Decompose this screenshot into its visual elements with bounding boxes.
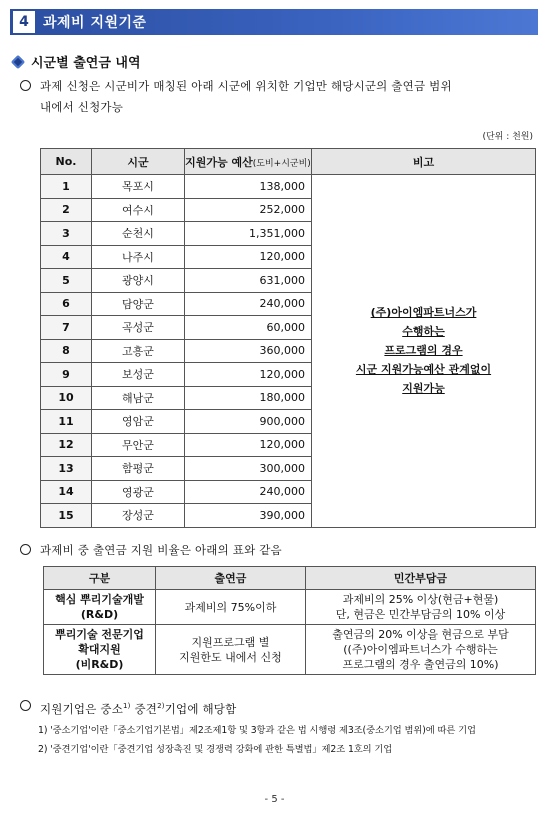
note-line: 시군 지원가능예산 관계없이: [355, 363, 492, 377]
cell-budget: 60,000: [185, 316, 312, 340]
note-line: 수행하는: [402, 325, 445, 339]
ratio-intro-text: 과제비 중 출연금 지원 비율은 아래의 표와 같음: [40, 543, 282, 557]
company-paragraph: [20, 696, 236, 720]
company-line: [40, 696, 236, 720]
cell-private-line: 과제비의 25% 이상(현금+현물): [342, 593, 499, 606]
section-number: 4: [13, 11, 35, 33]
city-budget-table: [40, 148, 536, 528]
cell-no: 4: [41, 245, 92, 269]
cell-no: 9: [41, 363, 92, 387]
cell-grant-line: 지원프로그램 별: [191, 635, 270, 649]
cell-city: 함평군: [92, 457, 185, 481]
cell-type-line: (R&D): [80, 608, 119, 621]
ratio-table: [43, 566, 536, 675]
circle-bullet-icon: [20, 544, 31, 555]
intro-paragraph: [20, 76, 452, 118]
footnote-2: 2) '중견기업'이란「중견기업 성장촉진 및 경쟁력 강화에 관한 특별법」제2조 1호의 기업: [38, 744, 393, 755]
cell-city: 광양시: [92, 269, 185, 293]
intro-line-2: 내에서 신청가능: [40, 100, 124, 114]
header-city: 시군: [92, 149, 185, 175]
section-title: 과제비 지원기준: [43, 15, 147, 31]
cell-city: 담양군: [92, 292, 185, 316]
note-line: (주)아이엠파트너스가: [370, 306, 477, 320]
circle-bullet-icon: [20, 80, 31, 91]
cell-budget: 120,000: [185, 363, 312, 387]
company-line-a: 지원기업은 중소: [40, 701, 124, 716]
cell-type: [44, 590, 156, 625]
table-row: [44, 590, 536, 625]
cell-city: 무안군: [92, 433, 185, 457]
cell-type: [44, 625, 156, 675]
cell-budget: 631,000: [185, 269, 312, 293]
cell-city: 고흥군: [92, 339, 185, 363]
cell-type-line: (비R&D): [75, 658, 124, 671]
cell-note: [312, 175, 536, 528]
company-line-b: 중견: [130, 701, 158, 716]
section-header: [10, 9, 538, 35]
cell-type-line: 확대지원: [78, 643, 121, 656]
cell-budget: 240,000: [185, 480, 312, 504]
cell-private: [306, 590, 536, 625]
cell-no: 1: [41, 175, 92, 199]
note-line: 프로그램의 경우: [384, 344, 463, 358]
cell-private-line: 출연금의 20% 이상을 현금으로 부담: [332, 628, 509, 641]
circle-bullet-icon: [20, 700, 31, 711]
cell-private-line: 단, 현금은 민간부담금의 10% 이상: [335, 608, 506, 621]
cell-budget: 138,000: [185, 175, 312, 199]
ratio-paragraph: [20, 540, 282, 561]
diamond-bullet-icon: [11, 54, 25, 68]
cell-city: 해남군: [92, 386, 185, 410]
header-note: 비고: [312, 149, 536, 175]
cell-no: 12: [41, 433, 92, 457]
cell-private-line: ((주)아이엠파트너스가 수행하는: [343, 643, 498, 656]
subheading-text: 시군별 출연금 내역: [31, 56, 141, 71]
header-type: 구분: [44, 567, 156, 590]
cell-budget: 360,000: [185, 339, 312, 363]
cell-budget: 252,000: [185, 198, 312, 222]
table-row: [44, 625, 536, 675]
cell-budget: 120,000: [185, 433, 312, 457]
header-grant: 출연금: [156, 567, 306, 590]
cell-private-line: 프로그램의 경우 출연금의 10%): [342, 658, 499, 671]
cell-city: 보성군: [92, 363, 185, 387]
company-line-c: 기업에 해당함: [164, 701, 237, 716]
cell-budget: 900,000: [185, 410, 312, 434]
cell-budget: 1,351,000: [185, 222, 312, 246]
cell-budget: 180,000: [185, 386, 312, 410]
cell-grant-line: 지원한도 내에서 신청: [179, 650, 282, 664]
cell-no: 15: [41, 504, 92, 528]
cell-city: 나주시: [92, 245, 185, 269]
cell-private: [306, 625, 536, 675]
cell-grant-line: 과제비의 75%이하: [184, 600, 277, 614]
subheading: [13, 52, 141, 71]
cell-city: 여수시: [92, 198, 185, 222]
cell-no: 2: [41, 198, 92, 222]
header-budget-sub: (도비+시군비): [252, 158, 311, 169]
cell-city: 영암군: [92, 410, 185, 434]
cell-city: 곡성군: [92, 316, 185, 340]
header-private: 민간부담금: [306, 567, 536, 590]
note-line: 지원가능: [402, 382, 445, 396]
cell-city: 목포시: [92, 175, 185, 199]
page-number: - 5 -: [264, 794, 285, 805]
cell-no: 7: [41, 316, 92, 340]
cell-city: 순천시: [92, 222, 185, 246]
cell-no: 5: [41, 269, 92, 293]
footnote-1: 1) '중소기업'이란「중소기업기본법」제2조제1항 및 3항과 같은 법 시행령 제3조(중소기업 범위)에 따른 기업: [38, 725, 476, 736]
cell-type-line: 뿌리기술 전문기업: [55, 628, 144, 641]
cell-no: 10: [41, 386, 92, 410]
cell-type-line: 핵심 뿌리기술개발: [55, 593, 144, 606]
cell-grant: [156, 590, 306, 625]
cell-no: 14: [41, 480, 92, 504]
header-budget-label: 지원가능 예산: [185, 155, 253, 169]
cell-no: 3: [41, 222, 92, 246]
intro-line-1: 과제 신청은 시군비가 매칭된 아래 시군에 위치한 기업만 해당시군의 출연금 범위: [40, 79, 452, 93]
footnote-ref-2: 2): [157, 702, 165, 710]
cell-no: 13: [41, 457, 92, 481]
cell-budget: 240,000: [185, 292, 312, 316]
unit-label: (단위 : 천원): [482, 132, 533, 142]
cell-no: 6: [41, 292, 92, 316]
footnote-ref-1: 1): [123, 702, 131, 710]
cell-budget: 390,000: [185, 504, 312, 528]
table-header-row: [44, 567, 536, 590]
cell-city: 장성군: [92, 504, 185, 528]
cell-budget: 120,000: [185, 245, 312, 269]
cell-budget: 300,000: [185, 457, 312, 481]
table-row: [41, 175, 536, 199]
cell-city: 영광군: [92, 480, 185, 504]
cell-grant: [156, 625, 306, 675]
cell-no: 11: [41, 410, 92, 434]
cell-no: 8: [41, 339, 92, 363]
header-budget: [185, 149, 312, 175]
header-no: No.: [41, 149, 92, 175]
table-header-row: [41, 149, 536, 175]
